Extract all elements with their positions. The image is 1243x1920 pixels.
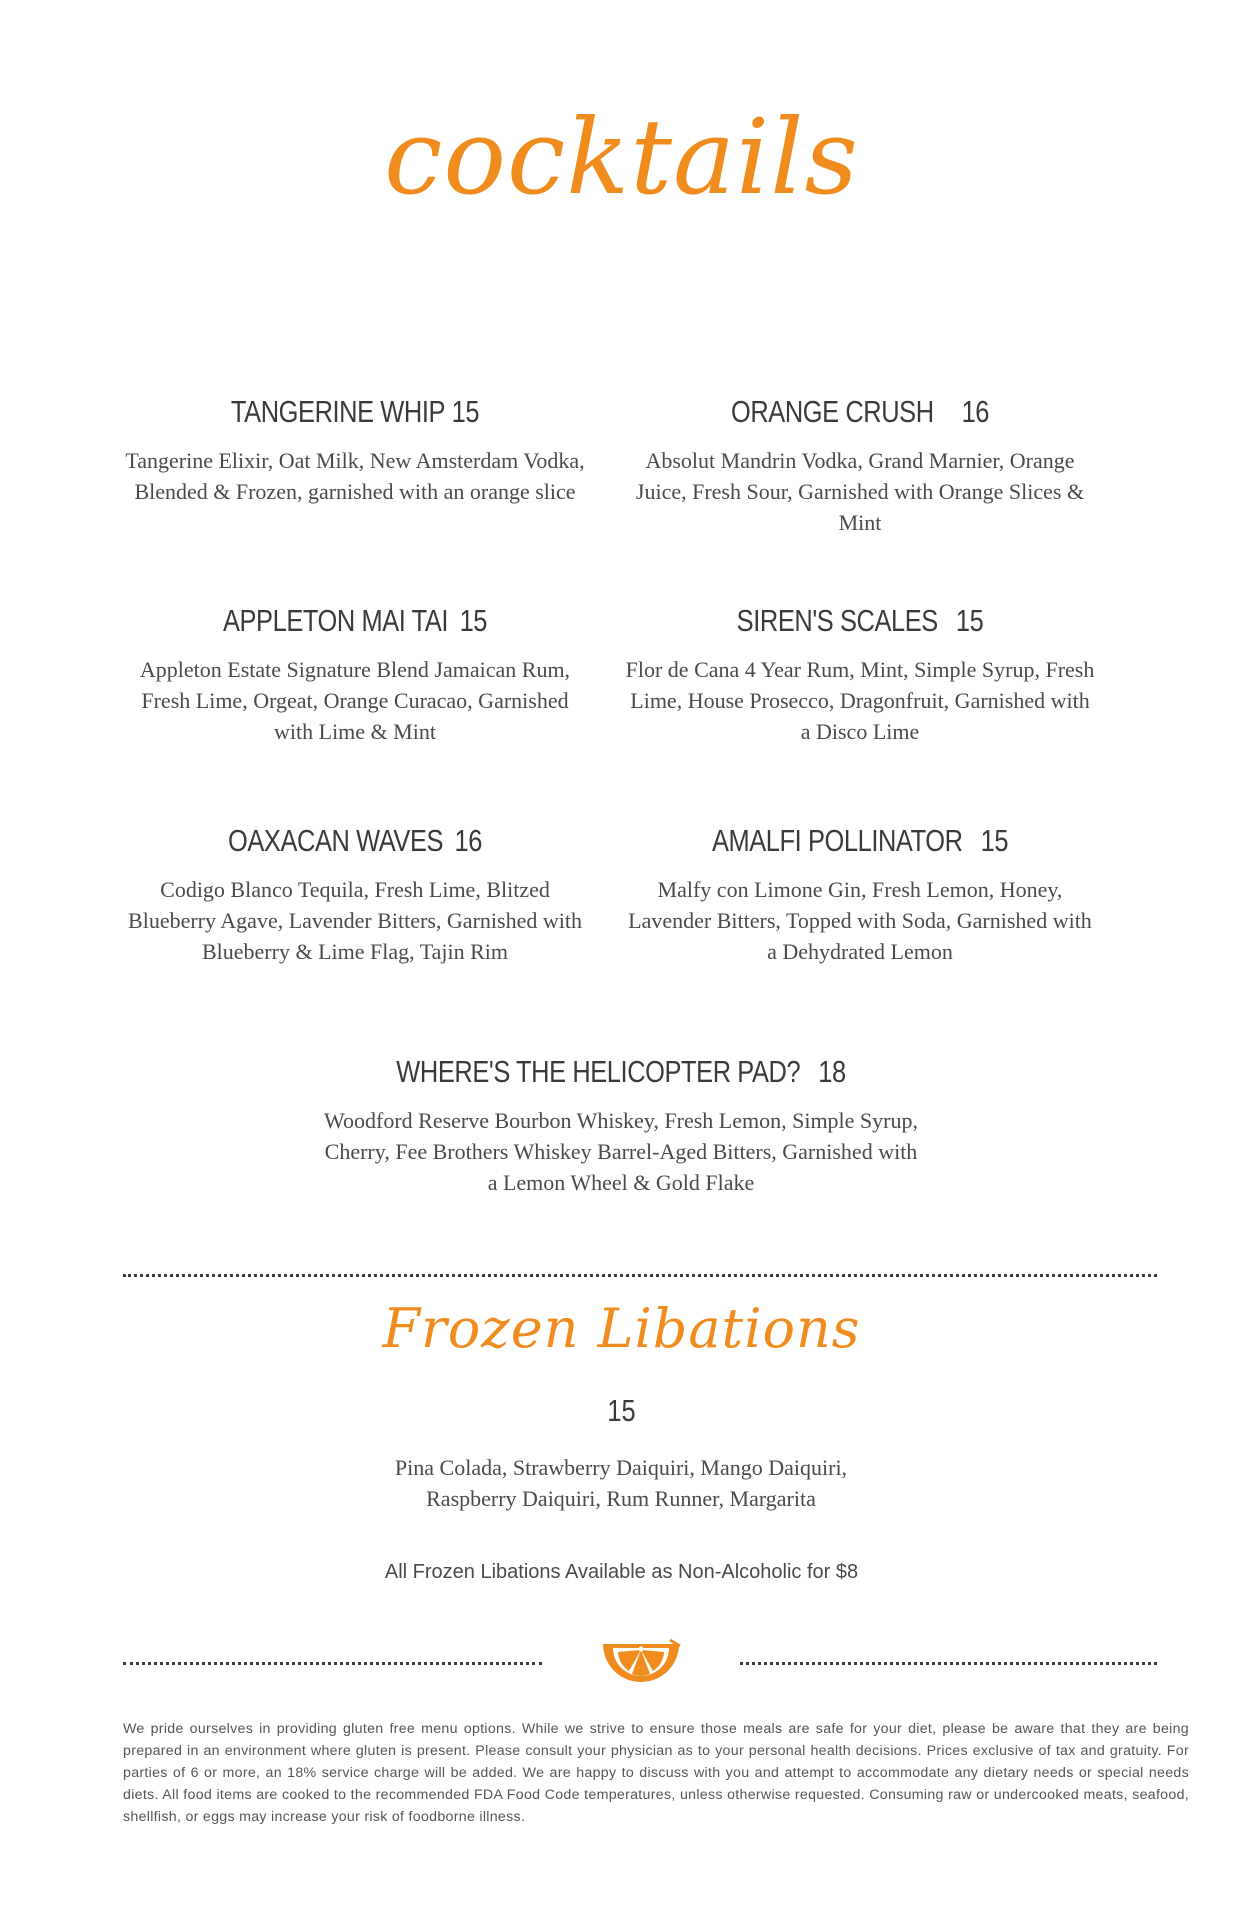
cocktail-price: 15	[459, 603, 488, 638]
page-title: cocktails	[384, 96, 859, 218]
frozen-description: Pina Colada, Strawberry Daiquiri, Mango Daiquiri, Raspberry Daiquiri, Rum Runner, Margarita	[394, 1455, 848, 1511]
cocktail-heading	[667, 822, 1052, 860]
cocktail-item	[120, 602, 590, 747]
cocktail-heading	[667, 602, 1052, 640]
cocktail-description: Malfy con Limone Gin, Fresh Lemon, Honey, Lavender Bitters, Topped with Soda, Garnished with a Dehydrated Lemon	[628, 877, 1092, 964]
cocktail-heading	[162, 602, 547, 640]
cocktail-item	[321, 1053, 921, 1198]
cocktail-item	[625, 602, 1095, 747]
cocktail-heading	[667, 393, 1052, 431]
footer-divider-right	[740, 1662, 1157, 1665]
section-divider	[123, 1274, 1157, 1277]
cocktail-name: ORANGE CRUSH	[730, 394, 934, 429]
cocktail-heading	[375, 1053, 867, 1091]
footer-divider-left	[123, 1662, 542, 1665]
cocktail-description: Absolut Mandrin Vodka, Grand Marnier, Orange Juice, Fresh Sour, Garnished with Orange Slices & Mint	[635, 448, 1085, 535]
cocktail-item	[120, 393, 590, 507]
cocktail-heading	[162, 393, 547, 431]
cocktail-item	[625, 822, 1095, 967]
cocktail-description: Woodford Reserve Bourbon Whiskey, Fresh Lemon, Simple Syrup, Cherry, Fee Brothers Whiskey Barrel-Aged Bitters, Garnished with a Lemon Wheel & Gold Flake	[324, 1108, 918, 1195]
cocktail-description: Codigo Blanco Tequila, Fresh Lime, Blitzed Blueberry Agave, Lavender Bitters, Garnished with Blueberry & Lime Flag, Tajin Rim	[128, 877, 582, 964]
orange-slice-icon	[600, 1638, 682, 1696]
cocktail-item	[625, 393, 1095, 538]
cocktail-name: WHERE'S THE HELICOPTER PAD?	[396, 1054, 801, 1089]
frozen-section-title: Frozen Libations	[382, 1297, 861, 1360]
cocktail-item	[120, 822, 590, 967]
cocktail-heading	[162, 822, 547, 860]
cocktail-name: SIREN'S SCALES	[736, 603, 938, 638]
cocktail-name: OAXACAN WAVES	[228, 823, 444, 858]
disclaimer-text: We pride ourselves in providing gluten free menu options. While we strive to ensure those meals are safe for your diet, please be aware that they are being prepared in an environment where gluten is present. Please consult your physician as to your personal health decisions. Prices exclusive of tax and gratuity. For parties of 6 or more, an 18% service charge will be added. We are happy to discuss with you and attempt to accommodate any dietary needs or special needs diets. All food items are cooked to the recommended FDA Food Code temperatures, unless otherwise requested. Consuming raw or undercooked meats, seafood, shellfish, or eggs may increase your risk of foodborne illness.	[123, 1721, 1189, 1825]
cocktail-name: APPLETON MAI TAI	[222, 603, 449, 638]
cocktail-price: 18	[818, 1054, 846, 1089]
frozen-note: All Frozen Libations Available as Non-Alcoholic for $8	[384, 1561, 859, 1583]
cocktail-price: 15	[980, 823, 1009, 858]
cocktail-price: 15	[955, 603, 984, 638]
cocktail-price: 15	[451, 394, 480, 429]
cocktail-description: Tangerine Elixir, Oat Milk, New Amsterdam Vodka, Blended & Frozen, garnished with an orange slice	[125, 448, 585, 504]
cocktail-price: 16	[961, 394, 990, 429]
cocktail-name: AMALFI POLLINATOR	[711, 823, 963, 858]
cocktail-description: Appleton Estate Signature Blend Jamaican Rum, Fresh Lime, Orgeat, Orange Curacao, Garnished with Lime & Mint	[139, 657, 571, 744]
frozen-price: 15	[607, 1393, 636, 1428]
cocktail-price: 16	[454, 823, 482, 858]
cocktail-name: TANGERINE WHIP	[230, 394, 446, 429]
cocktail-description: Flor de Cana 4 Year Rum, Mint, Simple Syrup, Fresh Lime, House Prosecco, Dragonfruit, Garnished with a Disco Lime	[625, 657, 1095, 744]
